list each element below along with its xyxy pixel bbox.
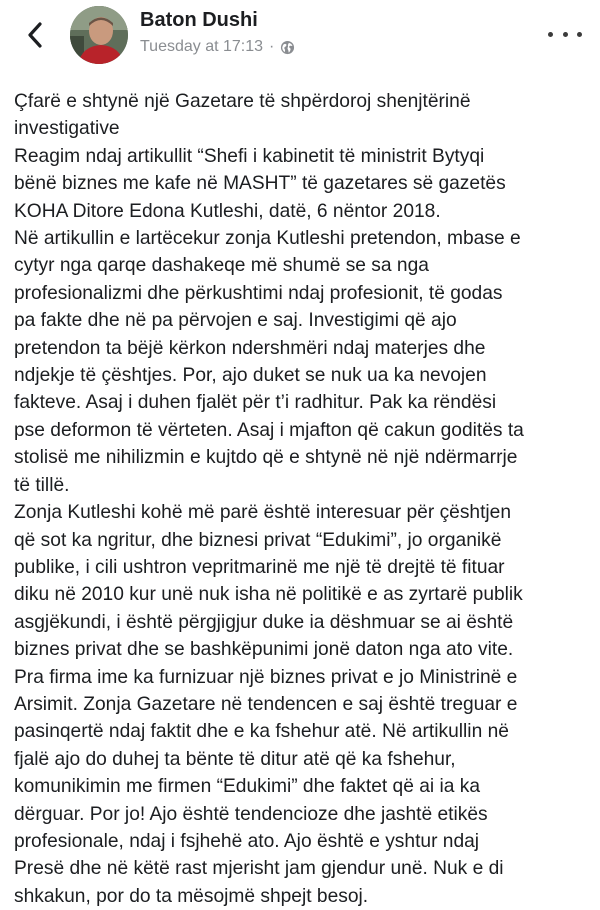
post-text-line: asgjëkundi, i është përgjigjur duke ia dëshmuar se ai është [14, 611, 514, 633]
post-text-line: investigative [14, 118, 120, 140]
post-meta [140, 38, 295, 56]
post-header [0, 0, 600, 70]
post-text-line: fjalë ajo do duhej ta bënte të ditur atë që ka fshehur, [14, 748, 456, 770]
post-text-line: pretendon ta bëjë kërkon ndershmëri ndaj materjes dhe [14, 337, 486, 359]
more-dot-icon [577, 32, 582, 37]
post-text-line: pa fakte dhe në pa përvojen e saj. Investigimi që ajo [14, 310, 457, 332]
chevron-left-icon [26, 21, 44, 49]
post-text-line: Arsimit. Zonja Gazetare në tendencen e saj është treguar e [14, 693, 518, 715]
post-text-line: Reagim ndaj artikullit “Shefi i kabinetit të ministrit Bytyqi [14, 145, 485, 167]
post-text-line: fakteve. Asaj i duhen fjalët për t’i radhitur. Pak ka rëndësi [14, 392, 497, 414]
post-text [14, 88, 594, 910]
more-options-button[interactable] [548, 24, 582, 44]
post-text-line: Çfarë e shtynë një Gazetare të shpërdoroj shenjtërinë [14, 91, 471, 112]
post-text-line: biznes privat dhe se bashkëpunimi jonë daton nga ato vite. [14, 639, 514, 661]
post-text-line: profesionale, ndaj i fsjhehë ato. Ajo është e yshtur ndaj [14, 830, 480, 852]
globe-icon [280, 40, 295, 55]
post-text-line: ndjekje të çështjes. Por, ajo duket se nuk ua ka nevojen [14, 365, 487, 387]
post-text-line: pse deformon të vërteten. Asaj i mjafton që cakun goditës ta [14, 419, 524, 441]
post-text-line: KOHA Ditore Edona Kutleshi, datë, 6 nëntor 2018. [14, 200, 441, 222]
post-text-line: të tillë. [14, 474, 70, 496]
back-button[interactable] [20, 18, 50, 52]
more-dot-icon [563, 32, 568, 37]
more-dot-icon [548, 32, 553, 37]
post-text-line: bënë biznes me kafe në MASHT” të gazetares së gazetës [14, 173, 506, 195]
post-text-line: Presë dhe në këtë rast mjerisht jam gjendur unë. Nuk e di [14, 858, 504, 880]
post-text-line: Zonja Kutleshi kohë më parë është interesuar për çështjen [14, 502, 512, 524]
post-text-line: cytyr nga qarqe dashakeqe më shumë se sa nga [14, 255, 429, 277]
post-text-line: dërguar. Por jo! Ajo është tendencioze dhe jashtë etikës [14, 803, 488, 825]
post-text-line: profesionalizmi dhe përkushtimi ndaj profesionit, të godas [14, 282, 503, 304]
post-text-line: publike, i cili ushtron vepritmarinë me një të drejtë të fituar [14, 556, 505, 578]
post-text-line: pasinqertë ndaj faktit dhe e ka fshehur atë. Në artikullin në [14, 721, 509, 743]
post-text-line: komunikimin me firmen “Edukimi” dhe faktet që ai ia ka [14, 776, 481, 798]
post-text-line: stolisë me nihilizmin e kujtdo që e shtynë në një ndërmarrje [14, 447, 518, 469]
post-text-line: shkakun, por do ta mësojmë shpejt besoj. [14, 885, 369, 907]
post-text-line: Në artikullin e lartëcekur zonja Kutleshi pretendon, mbase e [14, 228, 521, 250]
meta-separator: · [269, 38, 275, 55]
post-timestamp[interactable]: Tuesday at 17:13 [140, 38, 264, 55]
post-text-line: diku në 2010 kur unë nuk isha në politikë e as zyrtarë publik [14, 584, 523, 606]
post-text-line: që sot ka ngritur, dhe biznesi privat “Edukimi”, jo organikë [14, 529, 502, 551]
author-name[interactable]: Baton Dushi [140, 9, 258, 31]
post-text-line: Pra firma ime ka furnizuar një biznes privat e jo Ministrinë e [14, 666, 518, 688]
avatar[interactable] [70, 6, 128, 64]
